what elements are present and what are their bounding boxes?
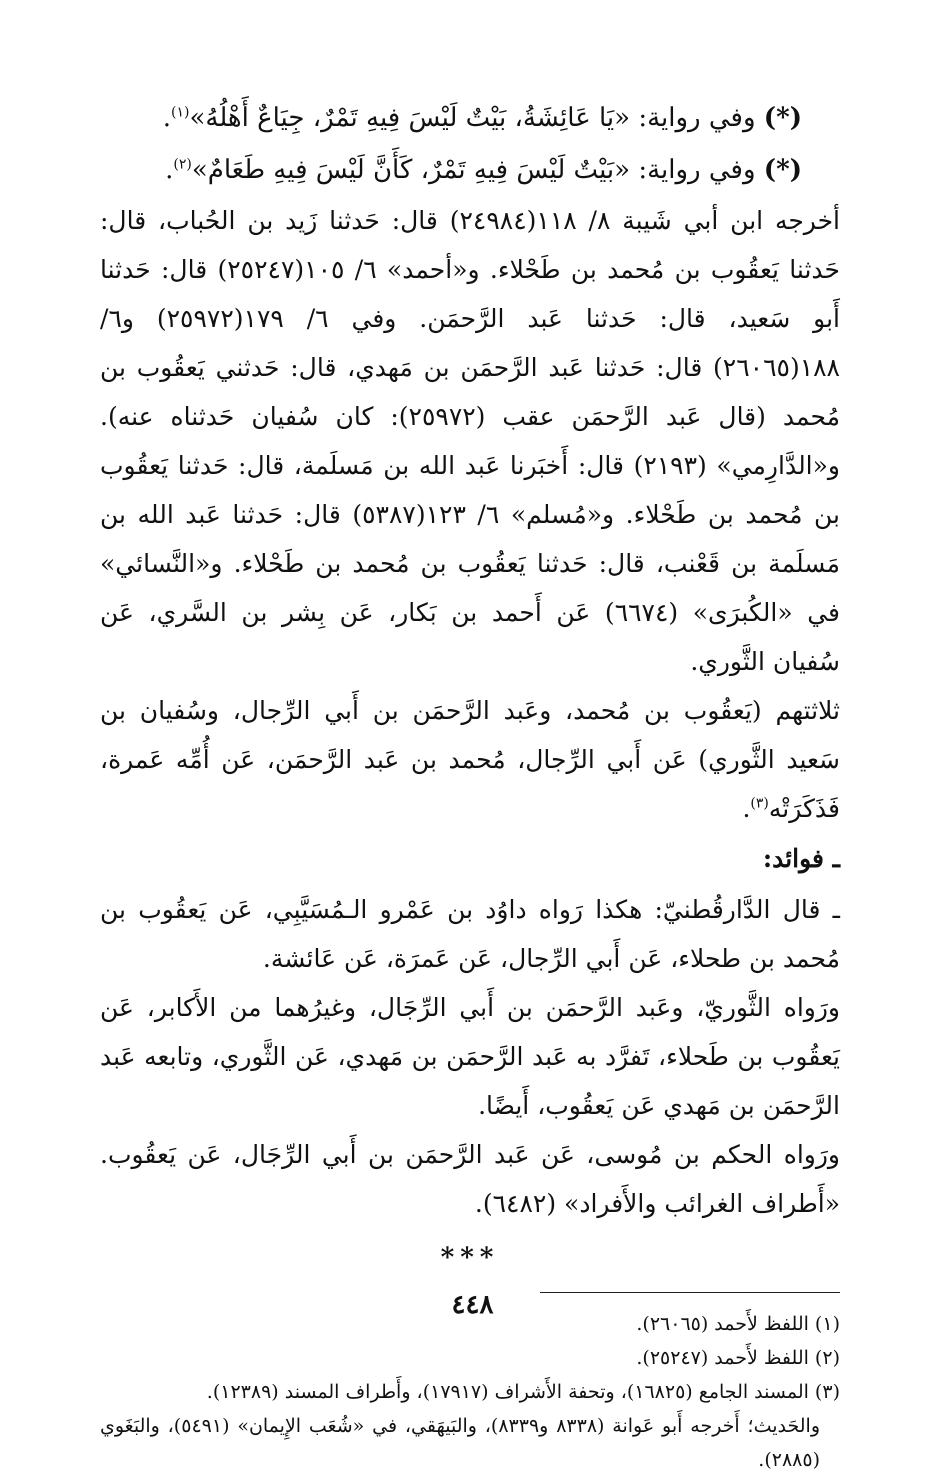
takhrij-paragraph: أخرجه ابن أبي شَيبة ٨/ ١١٨(٢٤٩٨٤) قال: حَدثنا زَيد بن الحُباب، قال: حَدثنا يَعقُوب بن مُحمد بن طَحْلاء. و«أحمد» ٦/ ١٠٥(٢٥٢٤٧) قال: حَدثنا أَبو سَعيد، قال: حَدثنا عَبد الرَّحمَن. وفي ٦/ ١٧٩(٢٥٩٧٢) و٦/ ١٨٨(٢٦٠٦٥) قال: حَدثنا عَبد الرَّحمَن بن مَهدي، قال: حَدثني يَعقُوب بن مُحمد (قال عَبد الرَّحمَن عقب (٢٥٩٧٢): كان سُفيان حَدثناه عنه). و«الدَّارِمي» (٢١٩٣) قال: أَخبَرنا عَبد الله بن مَسلَمة، قال: حَدثنا يَعقُوب بن مُحمد بن طَحْلاء. و«مُسلم» ٦/ ١٢٣(٥٣٨٧) قال: حَدثنا عَبد الله بن مَسلَمة بن قَعْنب، قال: حَدثنا يَعقُوب بن مُحمد بن طَحْلاء. و«النَّسائي» في «الكُبرَى» (٦٦٧٤) عَن أَحمد بن بَكار، عَن بِشر بن السَّري، عَن سُفيان الثَّوري. [100,206,840,676]
summary-paragraph: ثلاثتهم (يَعقُوب بن مُحمد، وعَبد الرَّحمَن بن أَبي الرِّجال، وسُفيان بن سَعيد الثَّوري) عَن أَبي الرِّجال، مُحمد بن عَبد الرَّحمَن، عَن أُمِّه عَمرة، فَذَكَرَتْه$^{(٣)}$. [100,696,840,823]
benefit-paragraph-1: ـ قال الدَّارقُطنيّ: هكذا رَواه داوُد بن عَمْرو الـمُسَيَّبِي، عَن يَعقُوب بن مُحمد بن طحلاء، عَن أَبي الرِّجال، عَن عَمرَة، عَن عَائشة. [100,895,840,973]
page-body [100,92,840,1471]
narration-text: وفي رواية: «بَيْتٌ لَيْسَ فِيهِ تَمْرٌ، كَأَنَّ لَيْسَ فِيهِ طَعَامٌ» [191,155,764,185]
summary-text: ثلاثتهم (يَعقُوب بن مُحمد، وعَبد الرَّحمَن بن أَبي الرِّجال، وسُفيان بن سَعيد الثَّوري) عَن أَبي الرِّجال، مُحمد بن عَبد الرَّحمَن، عَن أُمِّه عَمرة، فَذَكَرَتْه [100,696,840,823]
benefit-paragraph-3: ورَواه الحكم بن مُوسى، عَن عَبد الرَّحمَن بن أَبي الرِّجَال، عَن يَعقُوب. «أَطراف الغرائب والأَفراد» (٦٤٨٢). [100,1140,840,1218]
footnote-ref-1[interactable]: (١) [171,104,190,121]
asterisk-marker: (*) [763,103,802,133]
footnote-2: (٢) اللفظ لأَحمد (٢٥٢٤٧). [636,1347,840,1369]
benefits-heading: ـ فوائد: [762,844,840,873]
asterisk-marker: (*) [763,155,802,185]
footnote-1: (١) اللفظ لأَحمد (٢٦٠٦٥). [636,1313,840,1335]
section-separator: *** [440,1243,500,1273]
footnote-ref-2[interactable]: (٢) [173,156,192,173]
narration-variant-1: (*) وفي رواية: «يَا عَائِشَةُ، بَيْتٌ لَيْسَ فِيهِ تَمْرٌ، جِيَاعٌ أَهْلُهُ»$^{(١)}$. [162,103,802,133]
narration-variant-2: (*) وفي رواية: «بَيْتٌ لَيْسَ فِيهِ تَمْرٌ، كَأَنَّ لَيْسَ فِيهِ طَعَامٌ»$^{(٢)}$. [165,155,802,185]
footnote-3: (٣) المسند الجامع (١٦٨٢٥)، وتحفة الأَشراف (١٧٩١٧)، وأَطراف المسند (١٢٣٨٩). [206,1381,840,1403]
footnote-3-continuation: والحَديث؛ أَخرجه أَبو عَوانة (٨٣٣٨ و٨٣٣٩)، والبَيهَقي، في «شُعَب الإِيمان» (٥٤٩١)، والبَغَوي (٢٨٨٥). [100,1415,821,1471]
benefit-paragraph-2: ورَواه الثَّوريّ، وعَبد الرَّحمَن بن أَبي الرِّجَال، وغيرُهما من الأَكابر، عَن يَعقُوب بن طَحلاء، تَفرَّد به عَبد الرَّحمَن بن مَهدي، عَن الثَّوري، وتابعه عَبد الرَّحمَن بن مَهدي عَن يَعقُوب، أَيضًا. [100,993,840,1120]
footnote-ref-3[interactable]: (٣) [750,795,769,812]
narration-text: وفي رواية: «يَا عَائِشَةُ، بَيْتٌ لَيْسَ فِيهِ تَمْرٌ، جِيَاعٌ أَهْلُهُ» [189,103,764,133]
page-number: ٤٤٨ [451,1290,494,1320]
